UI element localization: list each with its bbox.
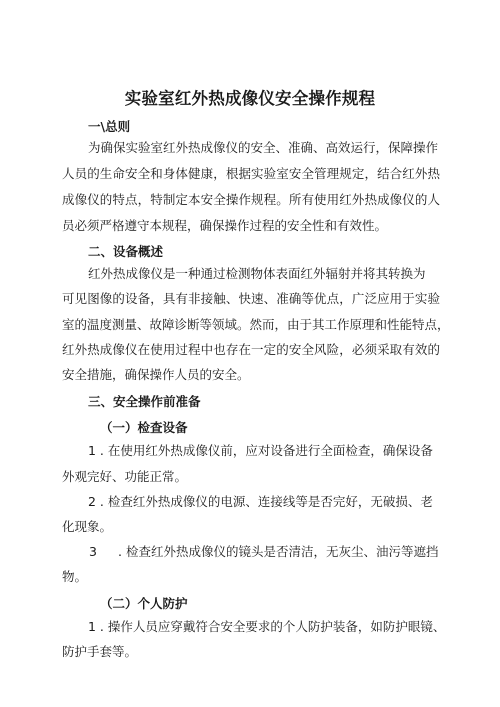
item-2-line-2: 化现象。 [62,519,113,534]
section-2-heading: 二、设备概述 [88,244,164,259]
section-2-line-3: 室的温度测量、故障诊断等领域。然而，由于其工作原理和性能特点， [62,317,450,332]
section-2-line-2: 可见图像的设备，具有非接触、快速、准确等优点，广泛应用于实验 [62,291,440,306]
item-1-line-2: 外观完好、功能正常。 [62,469,188,484]
subsection-2-heading: （二）个人防护 [100,596,188,611]
item-4-line-2: 防护手套等。 [62,644,138,659]
section-1-line-3: 成像仪的特点，特制定本安全操作规程。所有使用红外热成像仪的人 [62,192,440,207]
section-3-heading: 三、安全操作前准备 [88,394,201,409]
section-1-line-1: 为确保实验室红外热成像仪的安全、准确、高效运行，保障操作 [88,140,439,155]
item-3-line-2: 物。 [62,569,88,584]
subsection-1-heading: （一）检查设备 [100,420,188,435]
item-1-line-1: 1 . 在使用红外热成像仪前，应对设备进行全面检查，确保设备 [88,443,433,458]
section-1-heading: 一\总则 [88,119,131,134]
section-1-line-2: 人员的生命安全和身体健康，根据实验室安全管理规定，结合红外热 [62,166,440,181]
section-2-line-4: 红外热成像仪在使用过程中也存在一定的安全风险，必须采取有效的 [62,342,440,357]
section-1-line-4: 员必须严格遵守本规程，确保操作过程的安全性和有效性。 [62,218,388,233]
item-2-line-1: 2 . 检查红外热成像仪的电源、连接线等是否完好，无破损、老 [88,494,433,509]
section-2-line-5: 安全措施，确保操作人员的安全。 [62,367,250,382]
item-4-line-1: 1 . 操作人员应穿戴符合安全要求的个人防护装备，如防护眼镜、 [88,619,446,634]
document-title: 实验室红外热成像仪安全操作规程 [124,89,376,108]
item-3-line-1: . 检查红外热成像仪的镜头是否清洁，无灰尘、油污等遮挡 [118,544,439,559]
section-2-line-1: 红外热成像仪是一种通过检测物体表面红外辐射并将其转换为 [88,266,426,281]
item-3-number: 3 [89,544,97,559]
